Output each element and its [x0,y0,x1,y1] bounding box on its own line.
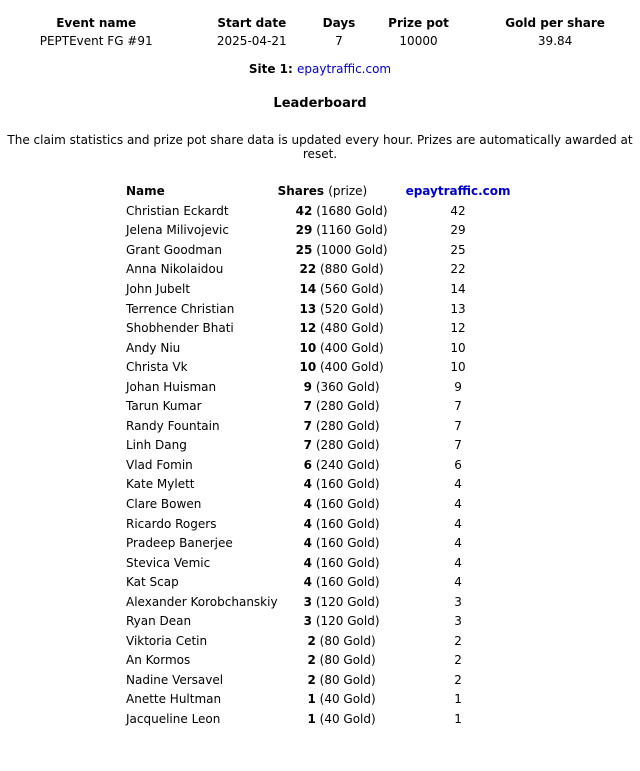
shares-count: 29 [295,223,313,238]
shares-count: 9 [303,379,312,394]
table-row [120,436,511,456]
site-shares: 2 [454,653,462,668]
participant-name: Anette Hultman [126,692,222,707]
shares-cell [278,318,406,338]
prize-amount: (120 Gold) [315,614,380,629]
table-row [120,533,511,553]
shares-count: 6 [303,457,312,472]
site-shares: 25 [450,242,466,257]
site-shares: 2 [454,633,462,648]
shares-count: 3 [303,594,312,609]
column-header-shares-label: Shares [277,184,325,198]
prize-amount: (240 Gold) [315,457,380,472]
prize-amount: (400 Gold) [320,340,384,355]
site-shares: 6 [454,457,462,472]
shares-count: 4 [303,575,312,590]
table-row [120,611,511,631]
participant-name: Nadine Versavel [126,672,224,687]
prize-amount: (80 Gold) [319,653,376,668]
table-row [120,572,511,592]
participant-name: Stevica Vemic [126,555,211,570]
participant-name: Ricardo Rogers [126,516,217,531]
table-row [120,318,511,338]
participant-name: Kate Mylett [126,477,195,492]
participant-name: Linh Dang [126,438,187,453]
shares-cell [278,572,406,592]
prize-amount: (160 Gold) [315,555,380,570]
participant-name: Tarun Kumar [126,399,202,414]
table-row [120,338,511,358]
site-shares: 10 [450,340,466,355]
shares-cell [278,475,406,495]
site-shares: 1 [454,711,462,726]
shares-cell [278,514,406,534]
column-header-name: Name [126,184,165,198]
prize-amount: (120 Gold) [315,594,380,609]
site-shares: 1 [454,692,462,707]
shares-cell [278,455,406,475]
shares-cell [278,338,406,358]
update-note: The claim statistics and prize pot share data is updated every hour. Prizes are automatically awarded at reset. [7,133,633,161]
shares-cell [278,357,406,377]
table-row [120,377,511,397]
prize-amount: (160 Gold) [315,477,380,492]
participant-name: Vlad Fomin [126,457,193,472]
shares-count: 13 [299,301,317,316]
event-summary-row [0,31,640,51]
site-shares: 13 [450,301,466,316]
leaderboard-title: Leaderboard [273,96,367,111]
leaderboard-body [120,201,511,729]
gold-per-share-value: 39.84 [537,34,573,48]
shares-cell [278,377,406,397]
shares-cell [278,651,406,671]
table-row [120,690,511,710]
prize-amount: (360 Gold) [315,379,380,394]
shares-count: 4 [303,516,312,531]
prize-amount: (1160 Gold) [316,223,388,238]
shares-cell [278,279,406,299]
participant-name: Johan Huisman [126,379,217,394]
site-shares: 7 [454,418,462,433]
shares-count: 1 [307,711,316,726]
site-shares: 9 [454,379,462,394]
shares-cell [278,201,406,221]
shares-cell [278,240,406,260]
participant-name: An Kormos [126,653,191,668]
leaderboard-header-row [120,181,511,201]
site-shares: 4 [454,496,462,511]
prize-amount: (40 Gold) [319,692,376,707]
table-row [120,221,511,241]
prize-amount: (160 Gold) [315,536,380,551]
site-shares: 22 [450,262,466,277]
leaderboard-table [120,181,511,729]
site-shares: 4 [454,555,462,570]
table-row [120,592,511,612]
table-row [120,396,511,416]
shares-cell [278,553,406,573]
column-header-prize-label: (prize) [328,184,368,198]
shares-count: 10 [299,360,317,375]
shares-count: 4 [303,555,312,570]
shares-count: 1 [307,692,316,707]
site-shares: 3 [454,614,462,629]
site-shares: 29 [450,223,466,238]
shares-count: 2 [307,672,316,687]
shares-cell [278,221,406,241]
participant-name: Jacqueline Leon [126,711,221,726]
site-link[interactable]: epaytraffic.com [297,62,392,76]
table-row [120,260,511,280]
shares-count: 7 [303,399,312,414]
site-shares: 14 [450,281,466,296]
shares-count: 25 [295,242,313,257]
prize-pot-value: 10000 [399,34,438,48]
site-shares: 10 [450,360,466,375]
shares-cell [278,611,406,631]
shares-cell [278,533,406,553]
prize-amount: (160 Gold) [315,496,380,511]
shares-count: 7 [303,418,312,433]
shares-count: 42 [295,203,313,218]
participant-name: Viktoria Cetin [126,633,208,648]
shares-cell [278,592,406,612]
participant-name: John Jubelt [126,281,191,296]
participant-name: Christa Vk [126,360,188,375]
site-shares: 4 [454,536,462,551]
header-event-name: Event name [56,15,137,30]
table-row [120,651,511,671]
shares-count: 12 [299,321,317,336]
participant-name: Jelena Milivojevic [126,223,229,238]
table-row [120,279,511,299]
table-row [120,201,511,221]
shares-cell [278,709,406,729]
header-prize-pot: Prize pot [388,15,449,30]
table-row [120,553,511,573]
shares-cell [278,494,406,514]
shares-cell [278,670,406,690]
prize-amount: (280 Gold) [315,418,380,433]
shares-cell [278,260,406,280]
shares-cell [278,436,406,456]
participant-name: Kat Scap [126,575,179,590]
participant-name: Pradeep Banerjee [126,536,233,551]
shares-count: 4 [303,477,312,492]
participant-name: Christian Eckardt [126,203,229,218]
header-gold-per-share: Gold per share [505,15,605,30]
prize-amount: (80 Gold) [319,633,376,648]
prize-amount: (160 Gold) [315,516,380,531]
participant-name: Terrence Christian [126,301,235,316]
header-days: Days [322,15,356,30]
table-row [120,240,511,260]
event-summary-header [0,14,640,31]
prize-amount: (560 Gold) [320,281,384,296]
shares-cell [278,690,406,710]
shares-count: 7 [303,438,312,453]
table-row [120,631,511,651]
table-row [120,475,511,495]
shares-cell [278,631,406,651]
site-shares: 4 [454,516,462,531]
shares-count: 2 [307,653,316,668]
site-line [0,62,640,76]
site-shares: 7 [454,438,462,453]
site-shares: 3 [454,594,462,609]
shares-count: 2 [307,633,316,648]
column-header-site[interactable]: epaytraffic.com [405,184,511,198]
participant-name: Clare Bowen [126,496,202,511]
site-shares: 2 [454,672,462,687]
event-summary-table [0,14,640,51]
participant-name: Grant Goodman [126,242,222,257]
prize-amount: (1000 Gold) [316,242,388,257]
shares-count: 10 [299,340,317,355]
site-shares: 12 [450,321,466,336]
column-header-shares [278,181,406,201]
prize-amount: (280 Gold) [315,399,380,414]
start-date-value: 2025-04-21 [216,34,287,48]
table-row [120,709,511,729]
site-shares: 7 [454,399,462,414]
prize-amount: (160 Gold) [315,575,380,590]
participant-name: Ryan Dean [126,614,192,629]
shares-count: 14 [299,281,317,296]
prize-amount: (400 Gold) [320,360,384,375]
days-value: 7 [335,34,343,48]
prize-amount: (280 Gold) [315,438,380,453]
table-row [120,670,511,690]
shares-cell [278,416,406,436]
shares-count: 4 [303,496,312,511]
table-row [120,514,511,534]
prize-amount: (80 Gold) [319,672,376,687]
site-shares: 4 [454,477,462,492]
site-shares: 42 [450,203,466,218]
participant-name: Anna Nikolaidou [126,262,224,277]
participant-name: Shobhender Bhati [126,321,234,336]
header-start-date: Start date [217,15,287,30]
shares-count: 22 [299,262,317,277]
prize-amount: (1680 Gold) [316,203,388,218]
table-row [120,416,511,436]
participant-name: Randy Fountain [126,418,220,433]
shares-count: 4 [303,536,312,551]
shares-cell [278,299,406,319]
site-shares: 4 [454,575,462,590]
shares-count: 3 [303,614,312,629]
prize-amount: (40 Gold) [319,711,376,726]
prize-amount: (880 Gold) [320,262,384,277]
prize-amount: (480 Gold) [320,321,384,336]
shares-cell [278,396,406,416]
table-row [120,299,511,319]
table-row [120,357,511,377]
event-name-value: PEPTEvent FG #91 [39,34,153,48]
site-label: Site 1: [248,62,293,76]
prize-amount: (520 Gold) [320,301,384,316]
table-row [120,455,511,475]
participant-name: Andy Niu [126,340,181,355]
table-row [120,494,511,514]
participant-name: Alexander Korobchanskiy [126,594,278,609]
